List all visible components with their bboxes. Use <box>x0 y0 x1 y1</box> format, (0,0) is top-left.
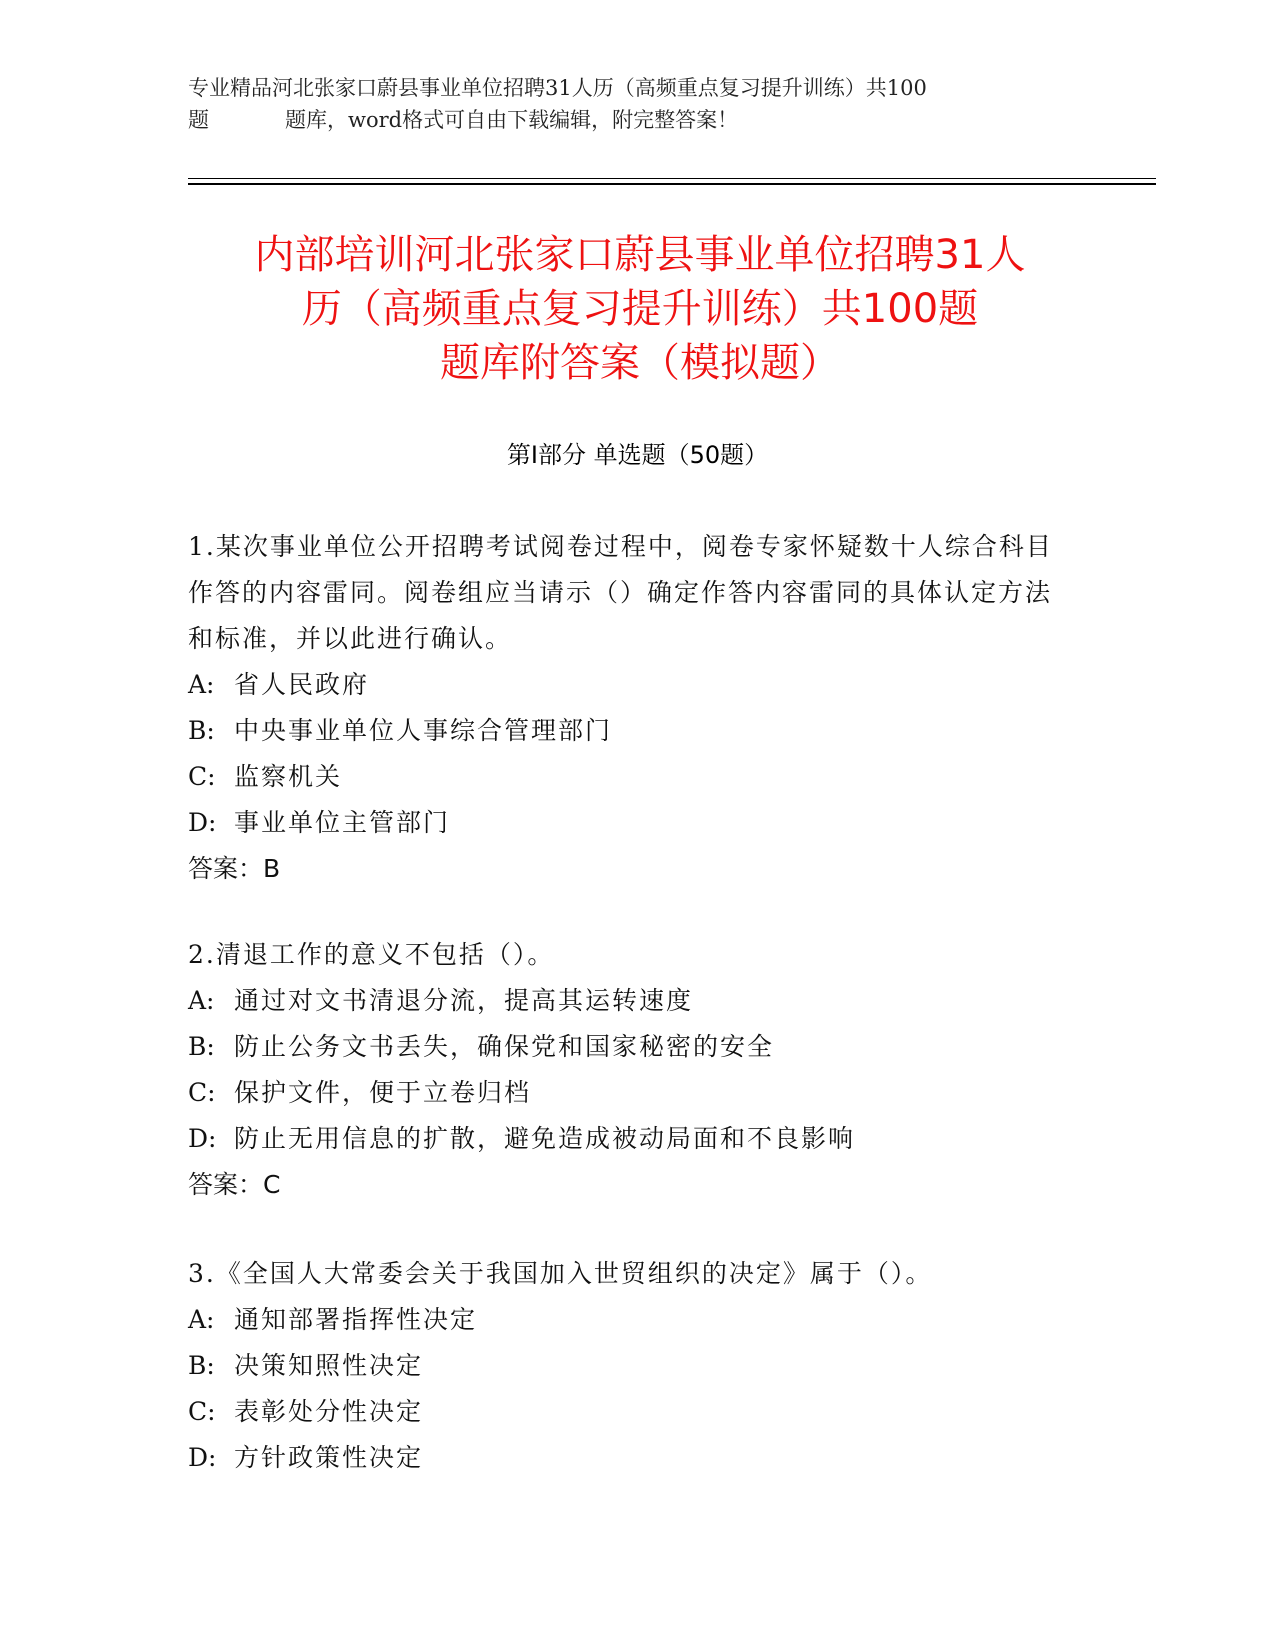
header-note-line1: 专业精品河北张家口蔚县事业单位招聘31人历（高频重点复习提升训练）共100 <box>188 76 927 100</box>
option-letter: D: <box>188 808 217 837</box>
option-text: 事业单位主管部门 <box>234 808 451 837</box>
option-text: 监察机关 <box>234 762 343 791</box>
header-note-line2 <box>188 104 1088 136</box>
header-rule-thick <box>188 183 1156 185</box>
option-letter: D: <box>188 1443 217 1472</box>
question-1 <box>188 524 1068 892</box>
document-title-line2: 历（高频重点复习提升训练）共100题 <box>301 286 979 332</box>
option-d <box>188 800 1068 846</box>
option-text: 决策知照性决定 <box>234 1351 424 1380</box>
document-title-line3: 题库附答案（模拟题） <box>440 340 840 386</box>
option-b <box>188 1343 1068 1389</box>
option-list <box>188 1297 1068 1481</box>
document-title <box>160 228 1120 390</box>
option-text: 表彰处分性决定 <box>234 1397 424 1426</box>
header-note <box>188 72 1088 136</box>
option-letter: C: <box>188 1397 216 1426</box>
option-b <box>188 708 1068 754</box>
option-c <box>188 1389 1068 1435</box>
question-stem: 3.《全国人大常委会关于我国加入世贸组织的决定》属于（）。 <box>188 1259 933 1288</box>
document-title-line1: 内部培训河北张家口蔚县事业单位招聘31人 <box>254 232 1026 278</box>
option-text: 通知部署指挥性决定 <box>234 1305 478 1334</box>
question-2 <box>188 932 1068 1208</box>
answer-line: 答案：C <box>188 1170 281 1199</box>
option-text: 方针政策性决定 <box>234 1443 424 1472</box>
option-letter: B: <box>188 1351 215 1380</box>
option-text: 中央事业单位人事综合管理部门 <box>234 716 613 745</box>
option-d <box>188 1435 1068 1481</box>
header-note-line2-start: 题 <box>188 108 209 132</box>
option-letter: A: <box>188 986 215 1015</box>
option-letter: B: <box>188 716 215 745</box>
option-d <box>188 1116 1068 1162</box>
question-stem: 2.清退工作的意义不包括（）。 <box>188 940 555 969</box>
option-c <box>188 754 1068 800</box>
option-text: 省人民政府 <box>234 670 370 699</box>
option-list <box>188 662 1068 846</box>
option-list <box>188 978 1068 1162</box>
option-letter: D: <box>188 1124 217 1153</box>
section-heading: 第Ⅰ部分 单选题（50题） <box>506 441 769 469</box>
question-3 <box>188 1251 1068 1481</box>
option-text: 防止公务文书丢失，确保党和国家秘密的安全 <box>234 1032 775 1061</box>
option-text: 防止无用信息的扩散，避免造成被动局面和不良影响 <box>234 1124 856 1153</box>
option-letter: B: <box>188 1032 215 1061</box>
option-c <box>188 1070 1068 1116</box>
option-text: 保护文件，便于立卷归档 <box>234 1078 532 1107</box>
option-b <box>188 1024 1068 1070</box>
option-letter: A: <box>188 670 215 699</box>
option-a <box>188 1297 1068 1343</box>
option-a <box>188 978 1068 1024</box>
option-text: 通过对文书清退分流，提高其运转速度 <box>234 986 694 1015</box>
header-note-line2-rest: 题库，word格式可自由下载编辑，附完整答案！ <box>285 108 739 132</box>
answer-line: 答案：B <box>188 854 281 883</box>
option-letter: C: <box>188 762 216 791</box>
question-stem: 1.某次事业单位公开招聘考试阅卷过程中，阅卷专家怀疑数十人综合科目作答的内容雷同。阅卷组应当请示（）确定作答内容雷同的具体认定方法和标准，并以此进行确认。 <box>188 532 1053 653</box>
option-letter: C: <box>188 1078 216 1107</box>
header-rule-thin <box>188 178 1156 179</box>
option-letter: A: <box>188 1305 215 1334</box>
option-a <box>188 662 1068 708</box>
